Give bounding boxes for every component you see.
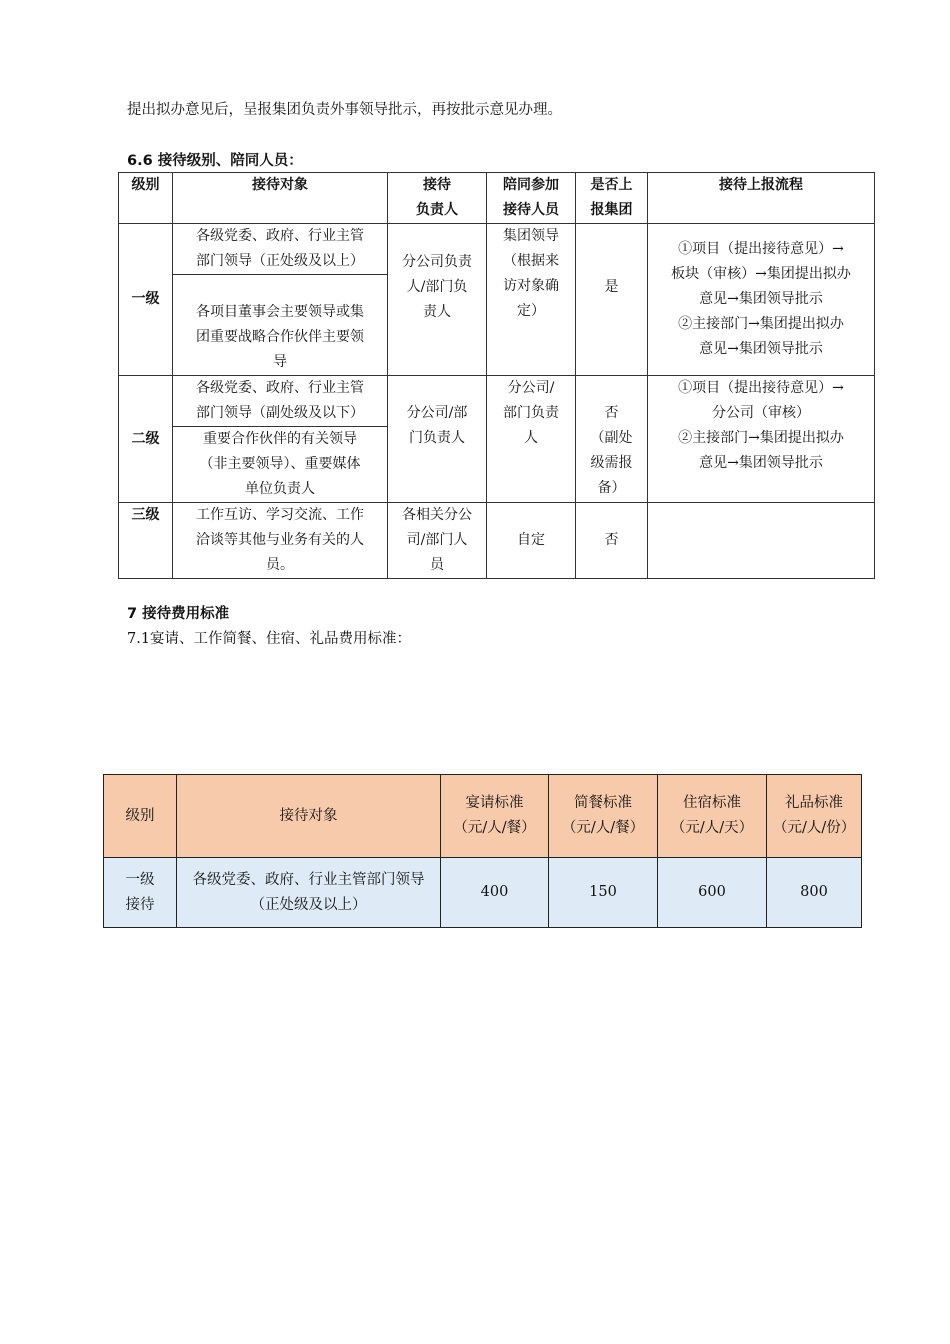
table-row <box>104 858 862 928</box>
level-1-target-a: 各级党委、政府、行业主管 部门领导（正处级及以上） <box>173 224 388 275</box>
level-1-accompany: 集团领导 （根据来 访对象确 定） <box>487 224 576 376</box>
level-3-accompany: 自定 <box>487 503 576 579</box>
level-1-responsible: 分公司负责 人/部门负 责人 <box>388 224 487 376</box>
level-3-name: 三级 <box>119 503 173 579</box>
reception-level-table <box>118 172 875 579</box>
fee-row-lodging: 600 <box>658 858 767 928</box>
level-2-accompany: 分公司/ 部门负责 人 <box>487 376 576 503</box>
level-1-report: 是 <box>576 224 648 376</box>
fee-header-target: 接待对象 <box>177 775 441 858</box>
fee-row-meal: 150 <box>549 858 658 928</box>
header-level: 级别 <box>119 173 173 224</box>
level-3-report: 否 <box>576 503 648 579</box>
level-2-target-a: 各级党委、政府、行业主管 部门领导（副处级及以下） <box>173 376 388 427</box>
level-3-flow <box>648 503 875 579</box>
fee-row-gift: 800 <box>767 858 862 928</box>
level-2-responsible: 分公司/部 门负责人 <box>388 376 487 503</box>
header-accompany: 陪同参加 接待人员 <box>487 173 576 224</box>
fee-header-lodging: 住宿标准 （元/人/天） <box>658 775 767 858</box>
fee-row-target: 各级党委、政府、行业主管部门领导 （正处级及以上） <box>177 858 441 928</box>
fee-header-meal: 简餐标准 （元/人/餐） <box>549 775 658 858</box>
fee-header-banquet: 宴请标准 （元/人/餐） <box>441 775 549 858</box>
header-report: 是否上 报集团 <box>576 173 648 224</box>
table-row <box>119 224 875 275</box>
fee-row-level: 一级 接待 <box>104 858 177 928</box>
intro-paragraph: 提出拟办意见后，呈报集团负责外事领导批示，再按批示意见办理。 <box>127 102 562 118</box>
section-7-1-subtitle: 7.1宴请、工作简餐、住宿、礼品费用标准： <box>127 631 412 647</box>
fee-header-row <box>104 775 862 858</box>
fee-header-gift: 礼品标准 （元/人/份） <box>767 775 862 858</box>
level-2-report: 否 （副处 级需报 备） <box>576 376 648 503</box>
fee-standard-table <box>103 774 862 928</box>
level-1-target-b: 各项目董事会主要领导或集 团重要战略合作伙伴主要领 导 <box>173 275 388 376</box>
header-responsible: 接待 负责人 <box>388 173 487 224</box>
table-row <box>119 503 875 579</box>
level-2-target-b: 重要合作伙伴的有关领导 （非主要领导）、重要媒体 单位负责人 <box>173 427 388 503</box>
level-2-flow: ①项目（提出接待意见）→ 分公司（审核） ②主接部门→集团提出拟办 意见→集团领导批示 <box>648 376 875 503</box>
section-7-title: 7 接待费用标准 <box>127 606 230 622</box>
fee-row-banquet: 400 <box>441 858 549 928</box>
header-flow: 接待上报流程 <box>648 173 875 224</box>
level-3-target: 工作互访、学习交流、工作 洽谈等其他与业务有关的人 员。 <box>173 503 388 579</box>
section-6-6-title: 6.6 接待级别、陪同人员： <box>127 153 303 169</box>
table-header-row <box>119 173 875 224</box>
header-target: 接待对象 <box>173 173 388 224</box>
level-1-name: 一级 <box>119 224 173 376</box>
level-3-responsible: 各相关分公 司/部门人 员 <box>388 503 487 579</box>
level-2-name: 二级 <box>119 376 173 503</box>
fee-header-level: 级别 <box>104 775 177 858</box>
table-row <box>119 376 875 427</box>
level-1-flow: ①项目（提出接待意见）→ 板块（审核）→集团提出拟办 意见→集团领导批示 ②主接部门→集团提出拟办 意见→集团领导批示 <box>648 224 875 376</box>
